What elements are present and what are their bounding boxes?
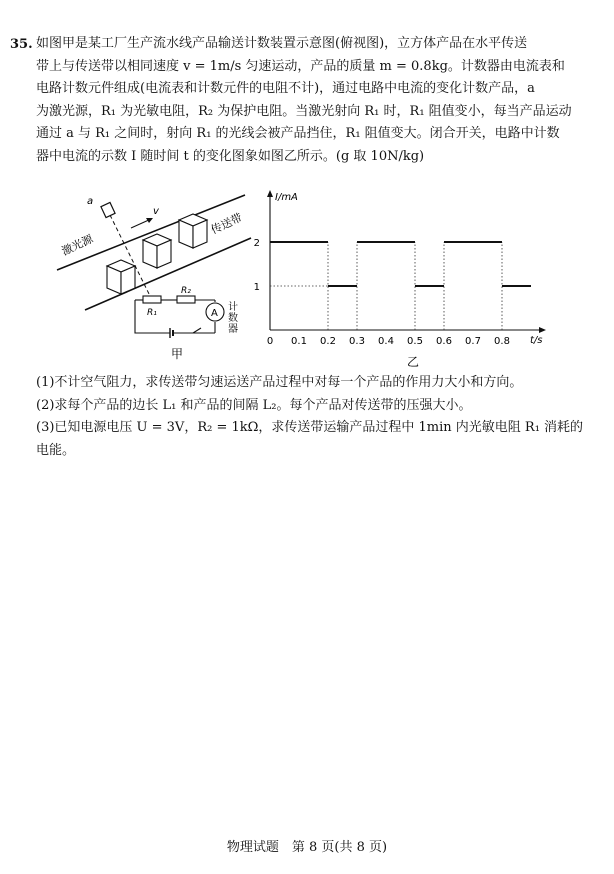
figure-caption-yi: 乙: [407, 355, 420, 369]
subquestion-line: (3)已知电源电压 U = 3V，R₂ = 1kΩ，求传送带运输产品过程中 1min 内光敏电阻 R₁ 消耗的: [36, 420, 584, 435]
y-tick-label: 2: [253, 238, 260, 249]
subquestions: [36, 372, 596, 462]
x-tick-label: 0.8: [494, 336, 510, 347]
label-v: v: [153, 206, 159, 217]
label-ammeter: A: [211, 308, 218, 319]
question-line: 器中电流的示数 I 随时间 t 的变化图象如图乙所示。(g 取 10N/kg): [36, 148, 425, 164]
product-cube: [143, 234, 171, 268]
x-tick-label: 0.7: [465, 336, 481, 347]
label-r2: R₂: [181, 286, 191, 296]
x-tick-label: 0.6: [436, 336, 452, 347]
switch-symbol: [193, 328, 201, 333]
x-axis-label: t/s: [530, 335, 543, 346]
label-r1: R₁: [147, 308, 157, 318]
label-a: a: [87, 196, 94, 207]
product-cube: [179, 214, 207, 248]
label-laser-source: 激光源: [59, 232, 96, 259]
x-tick-label: 0.5: [407, 336, 423, 347]
question-line: 通过 a 与 R₁ 之间时，射向 R₁ 的光线会被产品挡住，R₁ 阻值变大。闭合开关，电路中计数: [36, 126, 560, 141]
question-number: 35.: [10, 37, 33, 52]
subquestion-line: 电能。: [36, 442, 76, 458]
subquestion-line: (1)不计空气阻力，求传送带匀速运送产品过程中对每一个产品的作用力大小和方向。: [36, 375, 523, 390]
label-counter: 数: [228, 313, 238, 324]
x-tick-label: 0.2: [320, 336, 336, 347]
label-belt: 传送带: [208, 210, 245, 237]
figure-caption-jia: 甲: [171, 347, 184, 361]
resistor-r2: [177, 296, 195, 303]
laser-source: [101, 202, 115, 217]
x-tick-label: 0.3: [349, 336, 365, 347]
y-tick-label: 1: [253, 282, 260, 293]
page-footer: 物理试题 第 8 页(共 8 页): [226, 840, 388, 855]
x-tick-label: 0.4: [378, 336, 394, 347]
label-counter: 器: [228, 324, 238, 335]
figure-yi-chart: [253, 188, 552, 370]
question-line: 为激光源，R₁ 为光敏电阻，R₂ 为保护电阻。当激光射向 R₁ 时，R₁ 阻值变小，每当产品运动: [36, 103, 572, 119]
question-line: 电路计数元件组成(电流表和计数元件的电阻不计)，通过电路中电流的变化计数产品，a: [36, 81, 535, 96]
product-cube: [107, 260, 135, 294]
question-line: 带上与传送带以相同速度 v = 1m/s 匀速运动，产品的质量 m = 0.8kg。计数器由电流表和: [36, 58, 565, 74]
resistor-r1: [143, 296, 161, 303]
figure-jia: [55, 190, 255, 365]
y-axis-arrow: [267, 190, 273, 197]
x-axis-arrow: [539, 327, 546, 333]
label-counter: 计: [228, 302, 238, 313]
x-tick-label: 0: [266, 336, 274, 347]
subquestion-line: (2)求每个产品的边长 L₁ 和产品的间隔 L₂。每个产品对传送带的压强大小。: [36, 397, 472, 413]
question-line: 如图甲是某工厂生产流水线产品输送计数装置示意图(俯视图)，立方体产品在水平传送: [36, 36, 528, 51]
question-text: [36, 33, 596, 168]
y-axis-label: I/mA: [275, 192, 298, 203]
x-tick-label: 0.1: [291, 336, 307, 347]
